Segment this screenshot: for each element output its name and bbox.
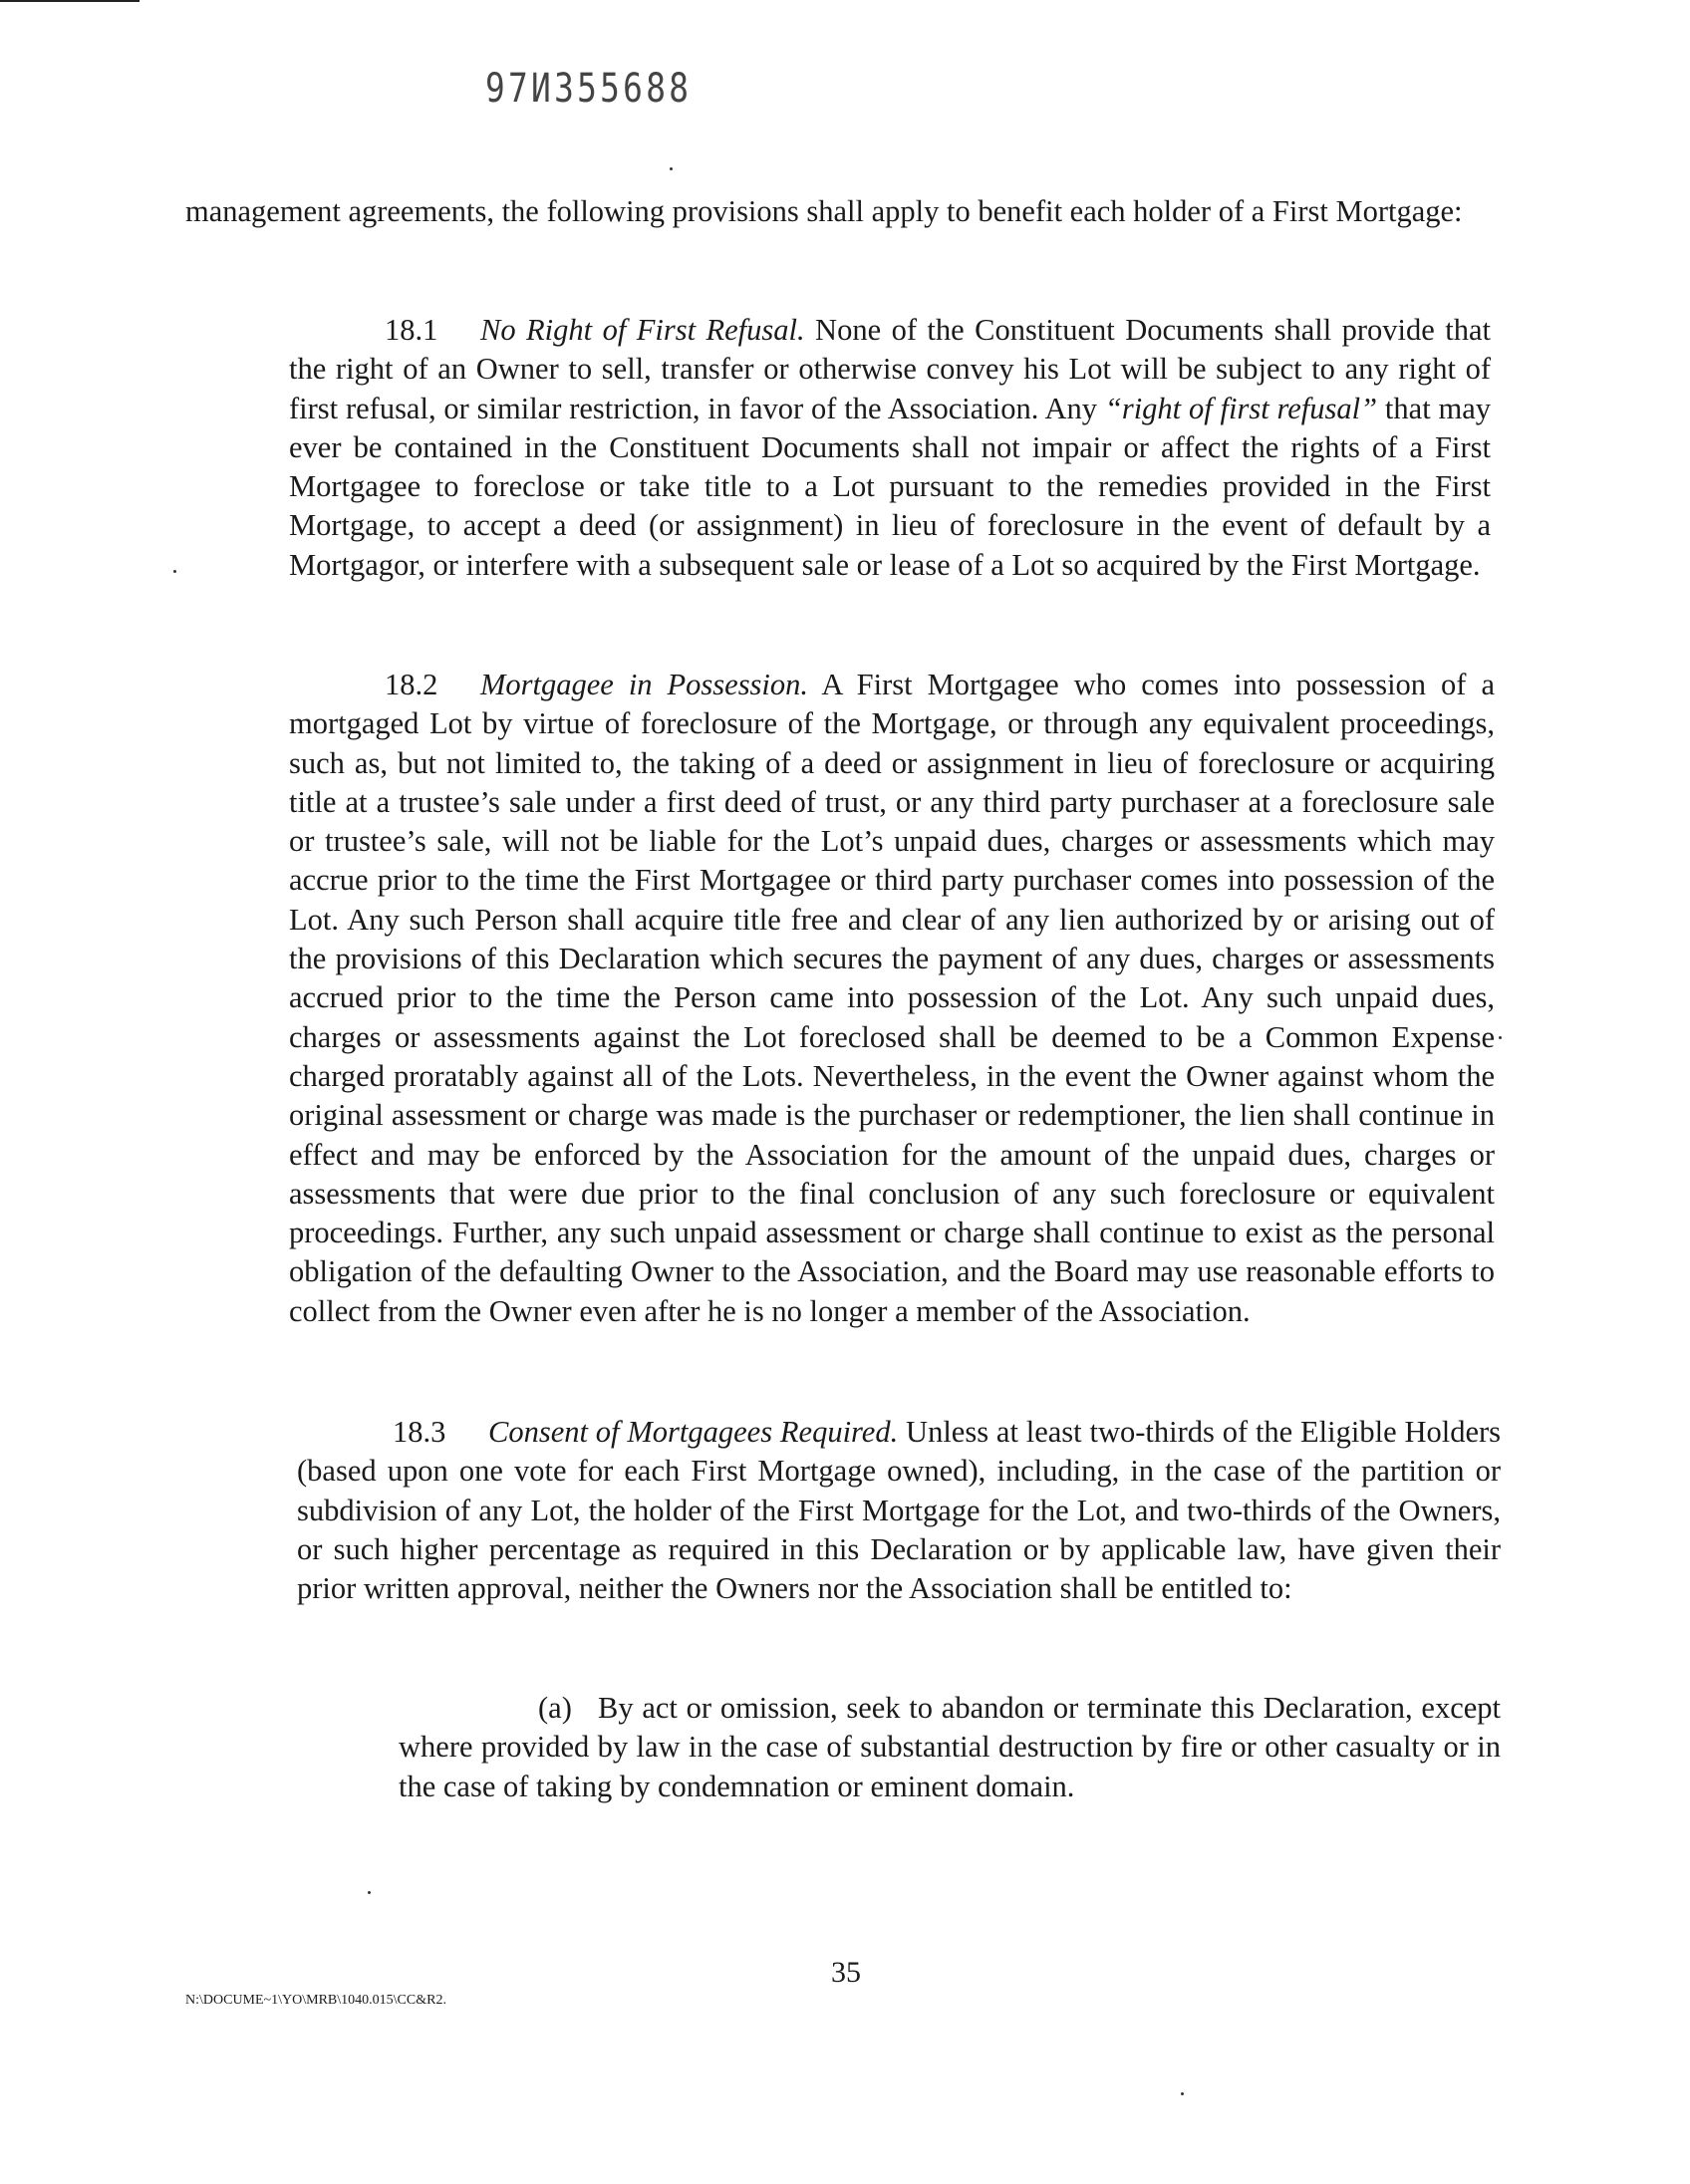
scan-speck: [670, 167, 673, 170]
section-title: No Right of First Refusal.: [480, 313, 805, 347]
section-18-1: [289, 311, 1491, 585]
scan-speck: [1499, 1036, 1502, 1039]
section-body: None of the Constituent Documents shall provide that the right of an Owner to sell, transfer or otherwise convey his Lot will be subject to any right of first refusal, or similar restriction, in favor of the Association. Any: [289, 313, 1491, 425]
document-stamp: 97И355688: [485, 66, 693, 112]
section-number: 18.3: [393, 1415, 446, 1449]
section-number: 18.2: [385, 668, 438, 701]
section-18-2: [289, 666, 1495, 1331]
section-number: 18.1: [385, 313, 438, 347]
section-body: Unless at least two-thirds of the Eligible Holders (based upon one vote for each First Mortgage owned), including, in the case of the partition or subdivision of any Lot, the holder of the First Mortgage for the Lot, and two-thirds of the Owners, or such higher percentage as required in this Declaration or by applicable law, have given their prior written approval, neither the Owners nor the Association shall be entitled to:: [297, 1415, 1502, 1606]
page-number: 35: [831, 1956, 861, 1989]
section-title: Consent of Mortgagees Required.: [488, 1415, 899, 1449]
subsection-number: (a): [538, 1691, 572, 1725]
section-title: Mortgagee in Possession.: [480, 668, 809, 701]
footer-file-path: N:\DOCUME~1\YO\MRB\1040.015\CC&R2.: [185, 1993, 446, 2008]
intro-paragraph: [185, 192, 1491, 231]
section-body: that may ever be contained in the Constituent Documents shall not impair or affect the rights of a First Mortgagee to foreclose or take title to a Lot pursuant to the remedies provided in the First Mortgage, to accept a deed (or assignment) in lieu of foreclosure in the event of default by a Mortgagor, or interfere with a subsequent sale or lease of a Lot so acquired by the First Mortgage.: [289, 391, 1492, 582]
scan-speck: [173, 570, 176, 573]
section-18-3: [297, 1413, 1501, 1608]
scan-speck: [368, 1891, 371, 1894]
intro-text: management agreements, the following provisions shall apply to benefit each holder of a First Mortgage:: [185, 194, 1463, 228]
scan-edge-line: [0, 0, 140, 2]
subsection-body: By act or omission, seek to abandon or terminate this Declaration, except where provided by law in the case of substantial destruction by fire or other casualty or in the case of taking by condemnation or eminent domain.: [399, 1691, 1501, 1803]
quoted-term: “right of first refusal”: [1104, 391, 1378, 425]
section-body: A First Mortgagee who comes into possession of a mortgaged Lot by virtue of foreclosure of the Mortgage, or through any equivalent proceedings, such as, but not limited to, the taking of a deed or assignment in lieu of foreclosure or acquiring title at a trustee’s sale under a first deed of trust, or any third party purchaser at a foreclosure sale or trustee’s sale, will not be liable for the Lot’s unpaid dues, charges or assessments which may accrue prior to the time the First Mortgagee or third party purchaser comes into possession of the Lot. Any such Person shall acquire title free and clear of any lien authorized by or arising out of the provisions of this Declaration which secures the payment of any dues, charges or assessments accrued prior to the time the Person came into possession of the Lot. Any such unpaid dues, charges or assessments against the Lot foreclosed shall be deemed to be a Common Expense charged proratably against all of the Lots. Nevertheless, in the event the Owner against whom the original assessment or charge was made is the purchaser or redemptioner, the lien shall continue in effect and may be enforced by the Association for the amount of the unpaid dues, charges or assessments that were due prior to the final conclusion of any such foreclosure or equivalent proceedings. Further, any such unpaid assessment or charge shall continue to exist as the personal obligation of the defaulting Owner to the Association, and the Board may use reasonable efforts to collect from the Owner even after he is no longer a member of the Association.: [289, 668, 1495, 1328]
scan-speck: [1181, 2092, 1184, 2095]
section-18-3-a: [399, 1689, 1501, 1806]
